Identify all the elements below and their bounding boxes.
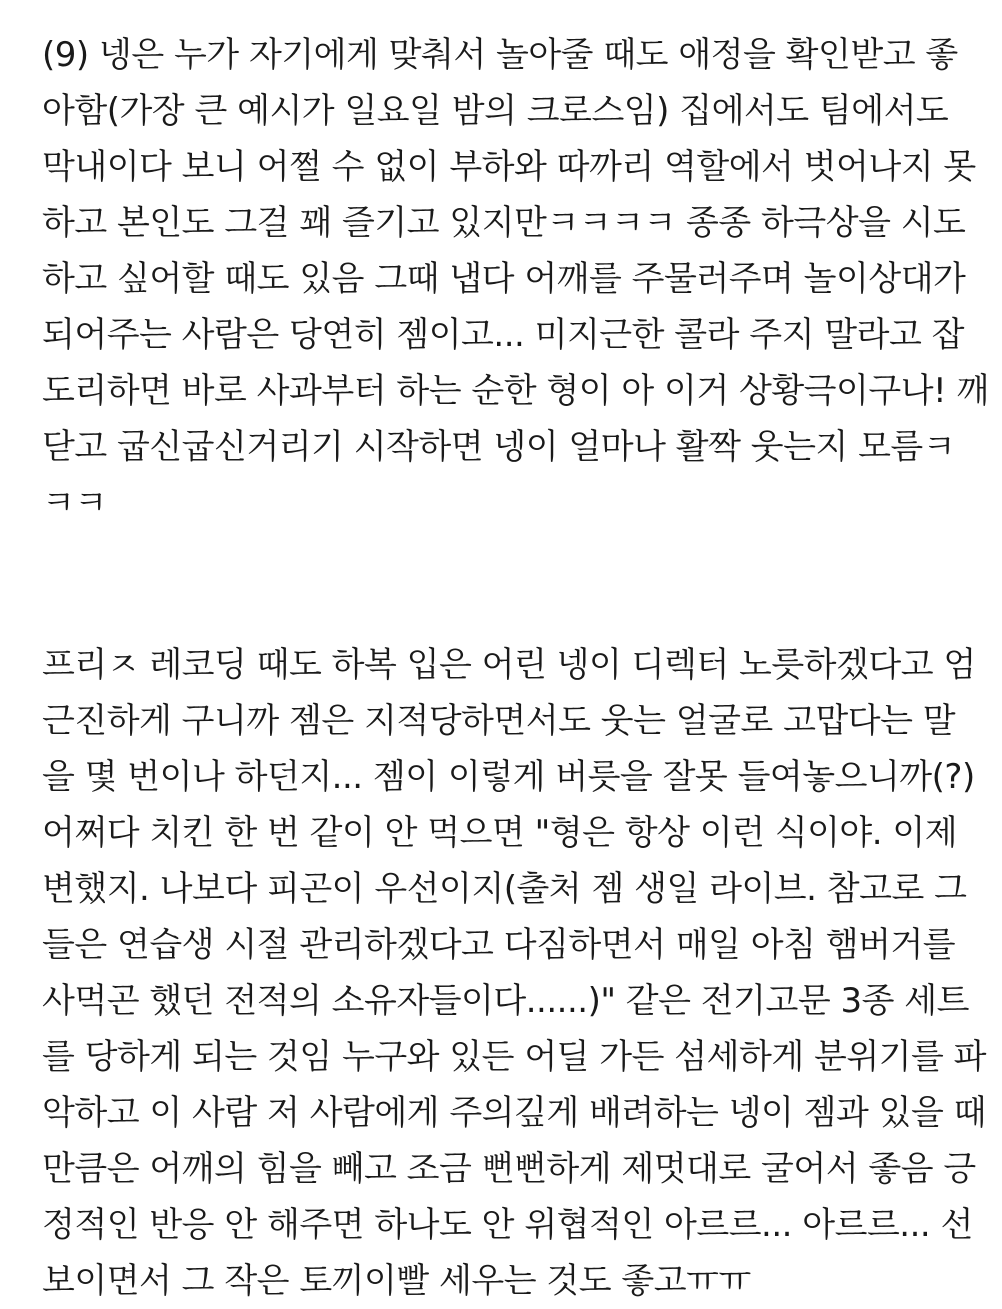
paragraph-2: [42, 637, 992, 1309]
paragraph-1: [42, 27, 992, 531]
text-line: ㅋㅋ: [42, 483, 107, 523]
text-line: 악하고 이 사람 저 사람에게 주의깊게 배려하는 넹이 젬과 있을 때: [42, 1093, 987, 1133]
text-line: 하고 싶어할 때도 있음 그때 냅다 어깨를 주물러주며 놀이상대가: [42, 259, 966, 299]
text-line: 를 당하게 되는 것임 누구와 있든 어딜 가든 섬세하게 분위기를 파: [42, 1037, 987, 1077]
document-body: [42, 27, 992, 1309]
text-line: 닫고 굽신굽신거리기 시작하면 넹이 얼마나 활짝 웃는지 모름ㅋ: [42, 427, 956, 467]
text-line: 들은 연습생 시절 관리하겠다고 다짐하면서 매일 아침 햄버거를: [42, 925, 956, 965]
text-line: (9) 넹은 누가 자기에게 맞춰서 놀아줄 때도 애정을 확인받고 좋: [42, 35, 958, 75]
text-line: 변했지. 나보다 피곤이 우선이지(출처 젬 생일 라이브. 참고로 그: [42, 869, 967, 909]
text-line: 되어주는 사람은 당연히 젬이고... 미지근한 콜라 주지 말라고 잡: [42, 315, 964, 355]
text-line: 만큼은 어깨의 힘을 빼고 조금 뻔뻔하게 제멋대로 굴어서 좋음 긍: [42, 1149, 976, 1189]
text-line: 어쩌다 치킨 한 번 같이 안 먹으면 "형은 항상 이런 식이야. 이제: [42, 813, 958, 853]
text-line: 을 몇 번이나 하던지... 젬이 이렇게 버릇을 잘못 들여놓으니까(?): [42, 757, 975, 797]
paragraph-gap: [42, 531, 992, 637]
text-line: 사먹곤 했던 전적의 소유자들이다......)" 같은 전기고문 3종 세트: [42, 981, 969, 1021]
text-line: 보이면서 그 작은 토끼이빨 세우는 것도 좋고ㅠㅠ: [42, 1261, 751, 1301]
text-line: 하고 본인도 그걸 꽤 즐기고 있지만ㅋㅋㅋㅋ 종종 하극상을 시도: [42, 203, 966, 243]
text-line: 정적인 반응 안 해주면 하나도 안 위협적인 아르르... 아르르... 선: [42, 1205, 973, 1245]
text-line: 근진하게 구니까 젬은 지적당하면서도 웃는 얼굴로 고맙다는 말: [42, 701, 956, 741]
text-line: 막내이다 보니 어쩔 수 없이 부하와 따까리 역할에서 벗어나지 못: [42, 147, 976, 187]
text-line: 도리하면 바로 사과부터 하는 순한 형이 아 이거 상황극이구나! 깨: [42, 371, 989, 411]
text-line: 아함(가장 큰 예시가 일요일 밤의 크로스임) 집에서도 팀에서도: [42, 91, 949, 131]
text-line: 프리ㅈ 레코딩 때도 하복 입은 어린 넹이 디렉터 노릇하겠다고 엄: [42, 645, 976, 685]
